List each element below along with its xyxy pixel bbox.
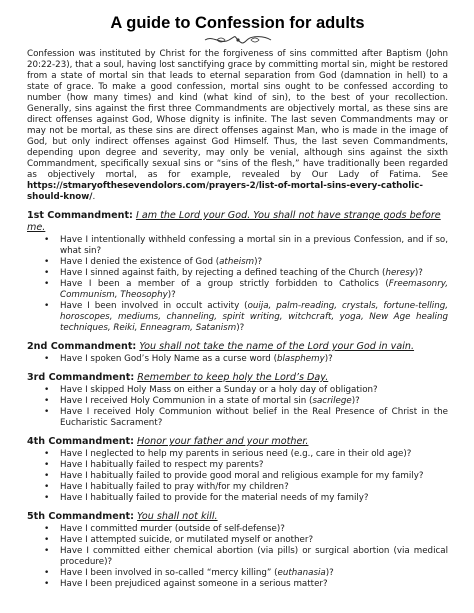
commandment-section-5 [27, 511, 448, 590]
commandment-verse: You shall not kill. [137, 511, 218, 522]
list-item: • Have I been a member of a group strictly forbidden to Catholics (Freemasonry, Communism, Theosophy)? [44, 279, 448, 301]
intro-text: Confession was instituted by Christ for the forgiveness of sins committed after Baptism (John 20:22-23), that a soul, having lost sanctifying grace by committing mortal sin, might be restored from a state of mortal sin that leads to eternal separation from God (damnation in hell) to a state of grace. To make a good confession, mortal sins ought to be confessed according to number (how many times) and kind (what kind of sin), to the best of your recollection. Generally, sins against the first three Commandments are objectively mortal, as these sins are direct offenses against God, Whose dignity is infinite. The last seven Commandments may or may not be mortal, as these sins are direct offenses against Man, who is made in the image of God, but only indirect offenses against God Himself. Thus, the last seven Commandments, depending upon degree and severity, may only be venial, although sins against the sixth Commandment, specifically sexual sins or “sins of the flesh,” have traditionally been regarded as objectively mortal, as for example, revealed by Our Lady of Fatima. See [27, 49, 448, 180]
commandment-section-1 [27, 210, 448, 334]
commandment-heading [27, 511, 448, 523]
commandment-heading [27, 341, 448, 353]
list-item: • Have I been involved in so-called “mercy killing” (euthanasia)? [44, 568, 448, 579]
list-item: • Have I attempted suicide, or mutilated myself or another? [44, 535, 448, 546]
list-item: • Have I denied the existence of God (atheism)? [44, 257, 448, 268]
question-list [27, 235, 448, 334]
list-item: • Have I habitually failed to provide good moral and religious example for my family? [44, 471, 448, 482]
commandment-sections [27, 210, 448, 590]
intro-end: . [92, 192, 96, 202]
commandment-verse: Honor your father and your mother. [137, 436, 309, 447]
list-item: • Have I habitually failed to respect my parents? [44, 460, 448, 471]
commandment-label: 2nd Commandment: [27, 341, 137, 352]
question-list [27, 524, 448, 590]
list-item: • Have I been involved in occult activity (ouija, palm-reading, crystals, fortune-telling, horoscopes, mediums, channeling, spirit writing, witchcraft, yoga, New Age healing techniques, Reiki, Enneagram, Satanism)? [44, 301, 448, 334]
commandment-section-3 [27, 372, 448, 429]
commandment-verse: I am the Lord your God. You shall not have strange gods before me. [27, 210, 441, 233]
question-list [27, 354, 448, 365]
commandment-heading [27, 436, 448, 448]
commandment-heading [27, 372, 448, 384]
list-item: • Have I sinned against faith, by rejecting a defined teaching of the Church (heresy)? [44, 268, 448, 279]
list-item: • Have I been prejudiced against someone in a serious matter? [44, 579, 448, 590]
question-list [27, 385, 448, 429]
commandment-label: 1st Commandment: [27, 210, 133, 221]
list-item: • Have I received Holy Communion without belief in the Real Presence of Christ in the Eucharistic Sacrament? [44, 407, 448, 429]
commandment-label: 5th Commandment: [27, 511, 134, 522]
list-item: • Have I habitually failed to provide for the material needs of my family? [44, 493, 448, 504]
list-item: • Have I skipped Holy Mass on either a Sunday or a holy day of obligation? [44, 385, 448, 396]
list-item: • Have I neglected to help my parents in serious need (e.g., care in their old age)? [44, 449, 448, 460]
commandment-label: 4th Commandment: [27, 436, 134, 447]
page-title: A guide to Confession for adults [110, 14, 365, 32]
commandment-verse: You shall not take the name of the Lord your God in vain. [139, 341, 415, 352]
list-item: • Have I spoken God’s Holy Name as a curse word (blasphemy)? [44, 354, 448, 365]
commandment-label: 3rd Commandment: [27, 372, 135, 383]
list-item: • Have I committed either chemical abortion (via pills) or surgical abortion (via medical procedure)? [44, 546, 448, 568]
commandment-verse: Remember to keep holy the Lord’s Day. [137, 372, 329, 383]
intro-paragraph [27, 49, 448, 203]
commandment-section-4 [27, 436, 448, 504]
list-item: • Have I committed murder (outside of self-defense)? [44, 524, 448, 535]
flourish-divider-icon [203, 35, 273, 45]
commandment-section-2 [27, 341, 448, 365]
reference-link[interactable]: https://stmaryofthesevendolors.com/prayers-2/list-of-mortal-sins-every-catholic-should-know/ [27, 181, 423, 202]
list-item: • Have I habitually failed to pray with/for my children? [44, 482, 448, 493]
list-item: • Have I intentionally withheld confessing a mortal sin in a previous Confession, and if so, what sin? [44, 235, 448, 257]
commandment-heading [27, 210, 448, 234]
question-list [27, 449, 448, 504]
list-item: • Have I received Holy Communion in a state of mortal sin (sacrilege)? [44, 396, 448, 407]
